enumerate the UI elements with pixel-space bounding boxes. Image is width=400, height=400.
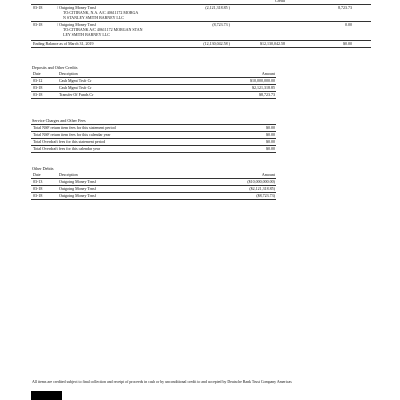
ending-balance-bottom-rule [31, 47, 371, 48]
debits-header-amount: Amount [261, 172, 275, 177]
deposits-header-date: Date [33, 71, 41, 76]
activity-row-2-desc: / Outgoing Money Trnsf [57, 22, 97, 27]
debits-row-2-desc: Outgoing Money Trnsf [59, 186, 96, 191]
activity-row-1-amount-2: 8,723.73 [338, 5, 352, 10]
debits-header-date: Date [33, 172, 41, 177]
activity-row-1-sub2: N STANLEY SMITH BARNEY LLC [63, 15, 124, 20]
deposits-header-amount: Amount [261, 71, 275, 76]
top-column-header: Credit [275, 0, 285, 3]
activity-row-2-amount-1: (8,723.73 ) [212, 22, 230, 27]
activity-row-2-sub1: TO:CITIBANK A/C 40611172 MORGAN STAN [63, 27, 143, 32]
footer-note: All items are credited subject to final collection and receipt of proceeds in cash or by unconditional credit to and accepted by Deutsche Bank Trust Company Americas [32, 380, 292, 384]
deposits-row-3-desc: Transfer Of Funds Cr [59, 92, 94, 97]
debits-row-3-amount: ($8,723.73) [256, 193, 275, 198]
debits-row-3-desc: Outgoing Money Trnsf [59, 193, 96, 198]
debits-header-desc: Description [59, 172, 78, 177]
deposits-row-2-amount: $2,121,318.85 [252, 85, 275, 90]
debits-row-3-date: 03-18 [33, 193, 43, 198]
footer-black-block [31, 391, 62, 400]
fees-title: Service Charges and Other Fees [32, 118, 86, 123]
ending-balance-amount-1: (12,130,042.58 ) [203, 41, 230, 46]
fees-bottom-rule [31, 152, 276, 153]
fees-row-4-label: Total Overdraft fees for this calendar year [33, 146, 101, 151]
deposits-title: Deposits and Other Credits [32, 65, 78, 70]
debits-row-1-desc: Outgoing Money Trnsf [59, 179, 96, 184]
debits-row-1-date: 03-13 [33, 179, 43, 184]
deposits-row-2-date: 03-18 [33, 85, 43, 90]
fees-row-3-amount: $0.00 [266, 139, 275, 144]
activity-row-1-date: 03-18 [33, 5, 43, 10]
activity-row-1-amount-1: (2,121,318.85 ) [205, 5, 230, 10]
ending-balance-amount-3: $0.00 [343, 41, 352, 46]
fees-row-3-label: Total Overdraft fees for this statement period [33, 139, 106, 144]
deposits-row-3-date: 03-18 [33, 92, 43, 97]
debits-row-2-amount: ($2,121,318.85) [249, 186, 275, 191]
deposits-row-1-date: 03-12 [33, 78, 43, 83]
activity-row-2-amount-2: 0.00 [345, 22, 352, 27]
ending-balance-amount-2: $12,130,042.58 [260, 41, 285, 46]
fees-row-2-label: Total NSF return item fees for this calendar year [33, 132, 111, 137]
fees-row-1-label: Total NSF return item fees for this statement period [33, 125, 116, 130]
debits-title: Other Debits [32, 166, 54, 171]
activity-row-1-sub1: TO:CITIBANK, N.A. A/C 40611172 MORGA [63, 10, 139, 15]
activity-row-2-sub2: LEY SMITH BARNEY LLC [63, 32, 110, 37]
ending-balance-label: Ending Balance as of March 31, 2019 [33, 41, 94, 46]
fees-row-4-amount: $0.00 [266, 146, 275, 151]
activity-row-1-desc: / Outgoing Money Trnsf [57, 5, 97, 10]
debits-row-1-amount: ($10,000,000.00) [247, 179, 275, 184]
debits-bottom-rule [31, 199, 276, 200]
fees-row-2-amount: $0.00 [266, 132, 275, 137]
deposits-row-1-amount: $10,000,000.00 [250, 78, 275, 83]
activity-row-2-date: 03-18 [33, 22, 43, 27]
deposits-row-3-amount: $8,723.73 [259, 92, 275, 97]
fees-row-1-amount: $0.00 [266, 125, 275, 130]
deposits-row-1-desc: Cash Mgmt Trsfr Cr [59, 78, 92, 83]
deposits-row-2-desc: Cash Mgmt Trsfr Cr [59, 85, 92, 90]
deposits-header-desc: Description [59, 71, 78, 76]
deposits-bottom-rule [31, 98, 276, 99]
debits-row-2-date: 03-18 [33, 186, 43, 191]
